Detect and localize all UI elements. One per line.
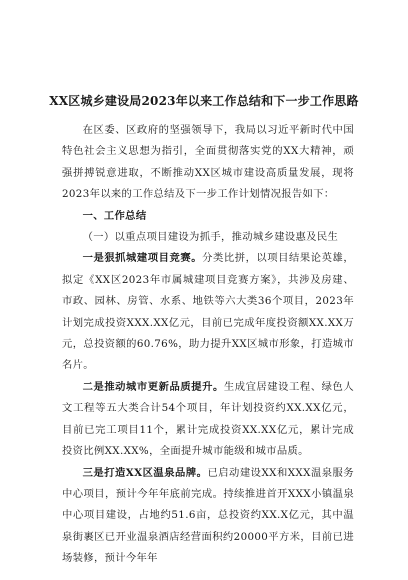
item-paragraph-2: [62, 377, 354, 463]
item-1-lead: 一是狠抓城建项目竞赛。: [82, 252, 203, 265]
document-body: [62, 120, 354, 570]
item-paragraph-1: [62, 248, 354, 376]
item-2-text: 生成宜居建设工程、绿色人文工程等五大类合计54个项目，年计划投资约XX.XX亿元，目前已完工项目11个，累计完成投资XX.XX亿元，累计完成投资比例XX.XX%，全面提升城市能级和城市品质。: [62, 380, 354, 458]
item-2-lead: 二是推动城市更新品质提升。: [82, 380, 224, 393]
document-title: XX区城乡建设局2023年以来工作总结和下一步工作思路: [49, 94, 359, 108]
item-paragraph-3: [62, 463, 354, 570]
item-3-text: 已启动建设XX和XXX温泉服务中心项目，预计今年年底前完成。持续推进首开XXX小镇温泉中心项目建设，占地约51.6亩，总投资约XX.X亿元，其中温泉街裹区已开业温泉酒店经营面积约20000平方米，目前已进场装修，预计今年年: [62, 466, 354, 565]
section-heading: 一、工作总结: [82, 209, 147, 222]
item-1-text: 分类比拼，以项目结果论英雄，拟定《XX区2023年市属城建项目竞赛方案》，共涉及房建、市政、园林、房管、水系、地铁等六大类36个项目，2023年计划完成投资XXX.XX亿元，目前已完成年度投资额XX.XX万元，总投资额的60.76%，助力提升XX区城市形象，打造城市名片。: [62, 252, 354, 372]
intro-paragraph: 在区委、区政府的坚强领导下，我局以习近平新时代中国特色社会主义思想为指引，全面贯彻落实党的XX大精神，顽强拼搏锐意进取，不断推动XX区城市建设高质量发展，现将2023年以来的工作总结及下一步工作计划情况报告如下：: [62, 124, 354, 201]
subsection-heading: （一）以重点项目建设为抓手，推动城乡建设惠及民生: [82, 231, 339, 244]
item-3-lead: 三是打造XX区温泉品牌。: [82, 466, 208, 479]
